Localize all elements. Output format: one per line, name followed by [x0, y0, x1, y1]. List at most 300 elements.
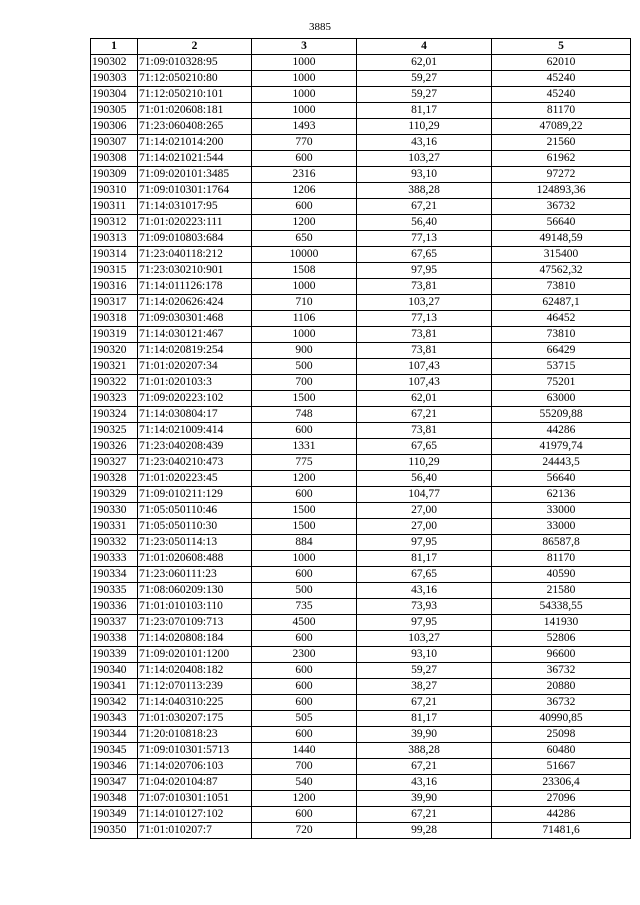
rate-cell: 38,27 — [357, 679, 492, 695]
area-cell: 600 — [252, 151, 357, 167]
area-cell: 600 — [252, 695, 357, 711]
rate-cell: 67,21 — [357, 759, 492, 775]
rate-cell: 73,93 — [357, 599, 492, 615]
table-row — [91, 215, 631, 231]
table-row — [91, 455, 631, 471]
value-cell: 86587,8 — [492, 535, 631, 551]
row-number-cell: 190319 — [91, 327, 138, 343]
area-cell: 500 — [252, 359, 357, 375]
cadastral-number-cell: 71:14:021009:414 — [138, 423, 252, 439]
row-number-cell: 190312 — [91, 215, 138, 231]
rate-cell: 67,65 — [357, 247, 492, 263]
area-cell: 600 — [252, 679, 357, 695]
value-cell: 53715 — [492, 359, 631, 375]
cadastral-number-cell: 71:23:050114:13 — [138, 535, 252, 551]
cadastral-number-cell: 71:01:030207:175 — [138, 711, 252, 727]
row-number-cell: 190339 — [91, 647, 138, 663]
row-number-cell: 190318 — [91, 311, 138, 327]
rate-cell: 107,43 — [357, 375, 492, 391]
row-number-cell: 190350 — [91, 823, 138, 839]
table-row — [91, 151, 631, 167]
area-cell: 1000 — [252, 327, 357, 343]
area-cell: 600 — [252, 727, 357, 743]
row-number-cell: 190310 — [91, 183, 138, 199]
area-cell: 1000 — [252, 71, 357, 87]
area-cell: 700 — [252, 375, 357, 391]
cadastral-number-cell: 71:09:010211:129 — [138, 487, 252, 503]
cadastral-number-cell: 71:23:040118:212 — [138, 247, 252, 263]
value-cell: 45240 — [492, 87, 631, 103]
table-row — [91, 327, 631, 343]
column-header-4: 4 — [357, 39, 492, 55]
area-cell: 2300 — [252, 647, 357, 663]
column-header-1: 1 — [91, 39, 138, 55]
rate-cell: 388,28 — [357, 743, 492, 759]
column-header-2: 2 — [138, 39, 252, 55]
rate-cell: 62,01 — [357, 391, 492, 407]
table-row — [91, 183, 631, 199]
cadastral-number-cell: 71:14:030804:17 — [138, 407, 252, 423]
cadastral-number-cell: 71:05:050110:30 — [138, 519, 252, 535]
table-row — [91, 103, 631, 119]
column-header-3: 3 — [252, 39, 357, 55]
value-cell: 24443,5 — [492, 455, 631, 471]
value-cell: 27096 — [492, 791, 631, 807]
area-cell: 1000 — [252, 103, 357, 119]
table-row — [91, 359, 631, 375]
table-row — [91, 519, 631, 535]
value-cell: 40590 — [492, 567, 631, 583]
registry-table — [90, 38, 631, 839]
area-cell: 710 — [252, 295, 357, 311]
area-cell: 900 — [252, 343, 357, 359]
row-number-cell: 190320 — [91, 343, 138, 359]
table-row — [91, 791, 631, 807]
row-number-cell: 190336 — [91, 599, 138, 615]
rate-cell: 43,16 — [357, 583, 492, 599]
value-cell: 44286 — [492, 423, 631, 439]
column-header-5: 5 — [492, 39, 631, 55]
row-number-cell: 190338 — [91, 631, 138, 647]
rate-cell: 103,27 — [357, 151, 492, 167]
area-cell: 884 — [252, 535, 357, 551]
cadastral-number-cell: 71:09:010803:684 — [138, 231, 252, 247]
table-row — [91, 71, 631, 87]
row-number-cell: 190309 — [91, 167, 138, 183]
area-cell: 1440 — [252, 743, 357, 759]
table-row — [91, 823, 631, 839]
value-cell: 52806 — [492, 631, 631, 647]
value-cell: 81170 — [492, 103, 631, 119]
row-number-cell: 190348 — [91, 791, 138, 807]
row-number-cell: 190344 — [91, 727, 138, 743]
value-cell: 25098 — [492, 727, 631, 743]
row-number-cell: 190322 — [91, 375, 138, 391]
rate-cell: 67,21 — [357, 407, 492, 423]
table-row — [91, 167, 631, 183]
row-number-cell: 190341 — [91, 679, 138, 695]
table-row — [91, 711, 631, 727]
area-cell: 1200 — [252, 791, 357, 807]
header-row — [91, 39, 631, 55]
table-row — [91, 583, 631, 599]
row-number-cell: 190340 — [91, 663, 138, 679]
rate-cell: 99,28 — [357, 823, 492, 839]
value-cell: 44286 — [492, 807, 631, 823]
rate-cell: 59,27 — [357, 663, 492, 679]
cadastral-number-cell: 71:01:010207:7 — [138, 823, 252, 839]
row-number-cell: 190331 — [91, 519, 138, 535]
value-cell: 71481,6 — [492, 823, 631, 839]
row-number-cell: 190325 — [91, 423, 138, 439]
area-cell: 600 — [252, 423, 357, 439]
value-cell: 20880 — [492, 679, 631, 695]
cadastral-number-cell: 71:23:070109:713 — [138, 615, 252, 631]
row-number-cell: 190321 — [91, 359, 138, 375]
rate-cell: 77,13 — [357, 311, 492, 327]
row-number-cell: 190323 — [91, 391, 138, 407]
value-cell: 62487,1 — [492, 295, 631, 311]
rate-cell: 27,00 — [357, 519, 492, 535]
rate-cell: 93,10 — [357, 647, 492, 663]
table-row — [91, 119, 631, 135]
cadastral-number-cell: 71:09:020101:1200 — [138, 647, 252, 663]
table-row — [91, 567, 631, 583]
rate-cell: 77,13 — [357, 231, 492, 247]
cadastral-number-cell: 71:09:010328:95 — [138, 55, 252, 71]
cadastral-number-cell: 71:09:020101:3485 — [138, 167, 252, 183]
table-row — [91, 135, 631, 151]
row-number-cell: 190314 — [91, 247, 138, 263]
rate-cell: 43,16 — [357, 135, 492, 151]
table-header — [91, 39, 631, 55]
value-cell: 40990,85 — [492, 711, 631, 727]
rate-cell: 27,00 — [357, 503, 492, 519]
value-cell: 62136 — [492, 487, 631, 503]
rate-cell: 110,29 — [357, 119, 492, 135]
table-row — [91, 279, 631, 295]
rate-cell: 56,40 — [357, 215, 492, 231]
rate-cell: 67,21 — [357, 807, 492, 823]
value-cell: 60480 — [492, 743, 631, 759]
cadastral-number-cell: 71:14:020706:103 — [138, 759, 252, 775]
row-number-cell: 190347 — [91, 775, 138, 791]
cadastral-number-cell: 71:14:010127:102 — [138, 807, 252, 823]
value-cell: 46452 — [492, 311, 631, 327]
value-cell: 21580 — [492, 583, 631, 599]
rate-cell: 103,27 — [357, 295, 492, 311]
cadastral-number-cell: 71:20:010818:23 — [138, 727, 252, 743]
cadastral-number-cell: 71:23:060408:265 — [138, 119, 252, 135]
value-cell: 47089,22 — [492, 119, 631, 135]
rate-cell: 107,43 — [357, 359, 492, 375]
area-cell: 1000 — [252, 551, 357, 567]
value-cell: 47562,32 — [492, 263, 631, 279]
row-number-cell: 190306 — [91, 119, 138, 135]
rate-cell: 81,17 — [357, 711, 492, 727]
rate-cell: 67,21 — [357, 695, 492, 711]
value-cell: 96600 — [492, 647, 631, 663]
row-number-cell: 190304 — [91, 87, 138, 103]
value-cell: 315400 — [492, 247, 631, 263]
table-row — [91, 695, 631, 711]
area-cell: 600 — [252, 807, 357, 823]
area-cell: 735 — [252, 599, 357, 615]
area-cell: 505 — [252, 711, 357, 727]
table-row — [91, 375, 631, 391]
cadastral-number-cell: 71:12:050210:101 — [138, 87, 252, 103]
cadastral-number-cell: 71:07:010301:1051 — [138, 791, 252, 807]
rate-cell: 39,90 — [357, 727, 492, 743]
rate-cell: 67,65 — [357, 567, 492, 583]
table-row — [91, 663, 631, 679]
table-body — [91, 55, 631, 839]
row-number-cell: 190330 — [91, 503, 138, 519]
value-cell: 45240 — [492, 71, 631, 87]
cadastral-number-cell: 71:01:020223:45 — [138, 471, 252, 487]
area-cell: 1508 — [252, 263, 357, 279]
table-row — [91, 55, 631, 71]
value-cell: 36732 — [492, 199, 631, 215]
table-row — [91, 551, 631, 567]
rate-cell: 81,17 — [357, 103, 492, 119]
cadastral-number-cell: 71:09:010301:5713 — [138, 743, 252, 759]
rate-cell: 62,01 — [357, 55, 492, 71]
table-row — [91, 471, 631, 487]
table-row — [91, 743, 631, 759]
cadastral-number-cell: 71:23:060111:23 — [138, 567, 252, 583]
row-number-cell: 190342 — [91, 695, 138, 711]
value-cell: 63000 — [492, 391, 631, 407]
cadastral-number-cell: 71:01:010103:110 — [138, 599, 252, 615]
rate-cell: 73,81 — [357, 343, 492, 359]
rate-cell: 104,77 — [357, 487, 492, 503]
cadastral-number-cell: 71:14:021014:200 — [138, 135, 252, 151]
value-cell: 33000 — [492, 503, 631, 519]
table-row — [91, 647, 631, 663]
rate-cell: 39,90 — [357, 791, 492, 807]
table-row — [91, 391, 631, 407]
cadastral-number-cell: 71:12:050210:80 — [138, 71, 252, 87]
cadastral-number-cell: 71:23:030210:901 — [138, 263, 252, 279]
cadastral-number-cell: 71:14:040310:225 — [138, 695, 252, 711]
value-cell: 56640 — [492, 215, 631, 231]
area-cell: 1206 — [252, 183, 357, 199]
area-cell: 600 — [252, 631, 357, 647]
value-cell: 55209,88 — [492, 407, 631, 423]
row-number-cell: 190343 — [91, 711, 138, 727]
row-number-cell: 190337 — [91, 615, 138, 631]
row-number-cell: 190346 — [91, 759, 138, 775]
value-cell: 75201 — [492, 375, 631, 391]
rate-cell: 81,17 — [357, 551, 492, 567]
value-cell: 21560 — [492, 135, 631, 151]
row-number-cell: 190332 — [91, 535, 138, 551]
area-cell: 1000 — [252, 55, 357, 71]
area-cell: 1200 — [252, 215, 357, 231]
row-number-cell: 190305 — [91, 103, 138, 119]
area-cell: 1493 — [252, 119, 357, 135]
row-number-cell: 190302 — [91, 55, 138, 71]
row-number-cell: 190334 — [91, 567, 138, 583]
table-row — [91, 423, 631, 439]
area-cell: 600 — [252, 487, 357, 503]
table-row — [91, 407, 631, 423]
area-cell: 600 — [252, 199, 357, 215]
cadastral-number-cell: 71:12:070113:239 — [138, 679, 252, 695]
rate-cell: 73,81 — [357, 423, 492, 439]
area-cell: 1000 — [252, 279, 357, 295]
area-cell: 500 — [252, 583, 357, 599]
rate-cell: 103,27 — [357, 631, 492, 647]
row-number-cell: 190313 — [91, 231, 138, 247]
area-cell: 1500 — [252, 503, 357, 519]
area-cell: 1200 — [252, 471, 357, 487]
cadastral-number-cell: 71:01:020608:181 — [138, 103, 252, 119]
rate-cell: 67,21 — [357, 199, 492, 215]
cadastral-number-cell: 71:05:050110:46 — [138, 503, 252, 519]
rate-cell: 59,27 — [357, 71, 492, 87]
table-row — [91, 615, 631, 631]
rate-cell: 73,81 — [357, 279, 492, 295]
row-number-cell: 190333 — [91, 551, 138, 567]
table-row — [91, 247, 631, 263]
table-row — [91, 503, 631, 519]
cadastral-number-cell: 71:04:020104:87 — [138, 775, 252, 791]
row-number-cell: 190324 — [91, 407, 138, 423]
row-number-cell: 190326 — [91, 439, 138, 455]
area-cell: 4500 — [252, 615, 357, 631]
area-cell: 1106 — [252, 311, 357, 327]
rate-cell: 388,28 — [357, 183, 492, 199]
value-cell: 23306,4 — [492, 775, 631, 791]
value-cell: 124893,36 — [492, 183, 631, 199]
row-number-cell: 190308 — [91, 151, 138, 167]
area-cell: 540 — [252, 775, 357, 791]
table-row — [91, 807, 631, 823]
value-cell: 51667 — [492, 759, 631, 775]
table-row — [91, 439, 631, 455]
rate-cell: 59,27 — [357, 87, 492, 103]
cadastral-number-cell: 71:14:020408:182 — [138, 663, 252, 679]
value-cell: 97272 — [492, 167, 631, 183]
row-number-cell: 190303 — [91, 71, 138, 87]
value-cell: 49148,59 — [492, 231, 631, 247]
row-number-cell: 190328 — [91, 471, 138, 487]
value-cell: 41979,74 — [492, 439, 631, 455]
area-cell: 650 — [252, 231, 357, 247]
cadastral-number-cell: 71:23:040210:473 — [138, 455, 252, 471]
table-row — [91, 87, 631, 103]
table-row — [91, 727, 631, 743]
row-number-cell: 190307 — [91, 135, 138, 151]
table-row — [91, 487, 631, 503]
value-cell: 61962 — [492, 151, 631, 167]
value-cell: 66429 — [492, 343, 631, 359]
cadastral-number-cell: 71:14:011126:178 — [138, 279, 252, 295]
area-cell: 1500 — [252, 519, 357, 535]
cadastral-number-cell: 71:01:020103:3 — [138, 375, 252, 391]
rate-cell: 97,95 — [357, 263, 492, 279]
cadastral-number-cell: 71:14:030121:467 — [138, 327, 252, 343]
value-cell: 33000 — [492, 519, 631, 535]
value-cell: 56640 — [492, 471, 631, 487]
row-number-cell: 190327 — [91, 455, 138, 471]
rate-cell: 93,10 — [357, 167, 492, 183]
cadastral-number-cell: 71:01:020223:111 — [138, 215, 252, 231]
value-cell: 73810 — [492, 279, 631, 295]
cadastral-number-cell: 71:09:030301:468 — [138, 311, 252, 327]
rate-cell: 56,40 — [357, 471, 492, 487]
value-cell: 62010 — [492, 55, 631, 71]
value-cell: 36732 — [492, 695, 631, 711]
table-row — [91, 231, 631, 247]
table-row — [91, 599, 631, 615]
row-number-cell: 190311 — [91, 199, 138, 215]
area-cell: 770 — [252, 135, 357, 151]
area-cell: 600 — [252, 663, 357, 679]
cadastral-number-cell: 71:23:040208:439 — [138, 439, 252, 455]
area-cell: 720 — [252, 823, 357, 839]
cadastral-number-cell: 71:08:060209:130 — [138, 583, 252, 599]
cadastral-number-cell: 71:14:021021:544 — [138, 151, 252, 167]
cadastral-number-cell: 71:01:020608:488 — [138, 551, 252, 567]
area-cell: 775 — [252, 455, 357, 471]
row-number-cell: 190345 — [91, 743, 138, 759]
rate-cell: 67,65 — [357, 439, 492, 455]
table-row — [91, 343, 631, 359]
rate-cell: 43,16 — [357, 775, 492, 791]
row-number-cell: 190316 — [91, 279, 138, 295]
row-number-cell: 190349 — [91, 807, 138, 823]
area-cell: 10000 — [252, 247, 357, 263]
table-row — [91, 295, 631, 311]
cadastral-number-cell: 71:09:010301:1764 — [138, 183, 252, 199]
table-row — [91, 759, 631, 775]
row-number-cell: 190329 — [91, 487, 138, 503]
area-cell: 1500 — [252, 391, 357, 407]
rate-cell: 97,95 — [357, 535, 492, 551]
rate-cell: 97,95 — [357, 615, 492, 631]
cadastral-number-cell: 71:14:020819:254 — [138, 343, 252, 359]
rate-cell: 110,29 — [357, 455, 492, 471]
table-row — [91, 263, 631, 279]
table-row — [91, 679, 631, 695]
value-cell: 141930 — [492, 615, 631, 631]
cadastral-number-cell: 71:14:020626:424 — [138, 295, 252, 311]
page-number: 3885 — [309, 21, 331, 33]
table-row — [91, 631, 631, 647]
cadastral-number-cell: 71:14:031017:95 — [138, 199, 252, 215]
cadastral-number-cell: 71:14:020808:184 — [138, 631, 252, 647]
area-cell: 1000 — [252, 87, 357, 103]
table-row — [91, 311, 631, 327]
value-cell: 81170 — [492, 551, 631, 567]
row-number-cell: 190315 — [91, 263, 138, 279]
area-cell: 1331 — [252, 439, 357, 455]
table-row — [91, 199, 631, 215]
value-cell: 36732 — [492, 663, 631, 679]
area-cell: 2316 — [252, 167, 357, 183]
rate-cell: 73,81 — [357, 327, 492, 343]
row-number-cell: 190317 — [91, 295, 138, 311]
value-cell: 54338,55 — [492, 599, 631, 615]
area-cell: 748 — [252, 407, 357, 423]
cadastral-number-cell: 71:01:020207:34 — [138, 359, 252, 375]
row-number-cell: 190335 — [91, 583, 138, 599]
table-row — [91, 535, 631, 551]
table-row — [91, 775, 631, 791]
